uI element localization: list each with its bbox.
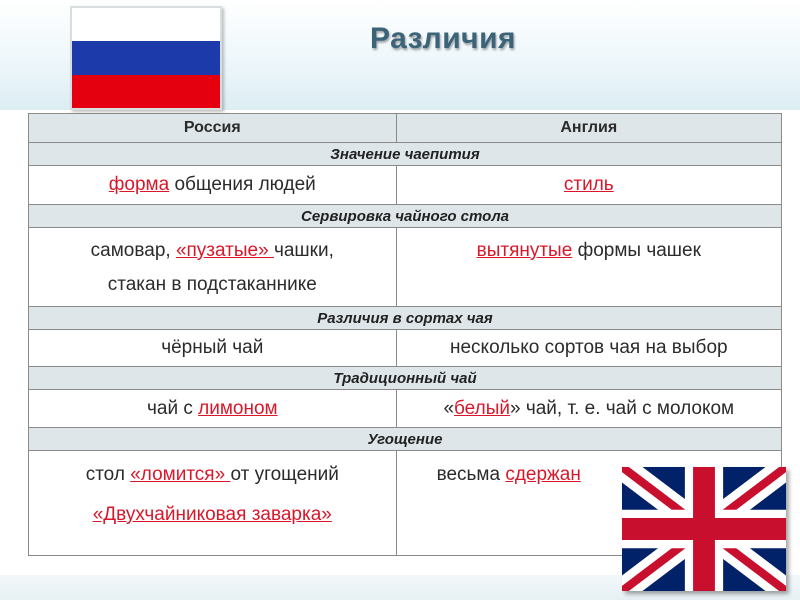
section-row <box>29 143 782 166</box>
cell-text: формы чашек <box>572 240 701 261</box>
cell-text: стакан в подстаканнике <box>107 274 317 295</box>
cell-text: » чай, т. е. чай с молоком <box>509 397 735 419</box>
cell-russia <box>29 228 397 307</box>
cell-text: общения людей <box>169 174 316 195</box>
header-russia: Россия <box>29 114 397 143</box>
table-row <box>29 390 782 428</box>
cell-text: от угощений <box>230 464 339 485</box>
cell-text: стол <box>85 464 131 485</box>
table-row <box>29 228 782 307</box>
highlight-text: белый <box>454 397 510 419</box>
cell-text: « <box>443 397 455 419</box>
highlight-text: лимоном <box>198 397 278 419</box>
section-title: Различия в сортах чая <box>29 307 782 330</box>
cell-text: весьма <box>436 464 506 485</box>
highlight-text: «ломится» <box>130 464 231 485</box>
section-row <box>29 307 782 330</box>
cell-england <box>396 228 781 307</box>
section-row <box>29 428 782 451</box>
british-flag-icon <box>622 467 786 591</box>
section-title: Угощение <box>29 428 782 451</box>
cell-russia: чёрный чай <box>29 330 397 367</box>
highlight-text: «пузатые» <box>175 240 274 261</box>
highlight-text: вытянутые <box>476 240 573 261</box>
highlight-text: «Двухчайниковая заварка» <box>92 504 332 525</box>
russian-flag-icon <box>70 6 222 110</box>
table-row <box>29 166 782 205</box>
highlight-text: сдержан <box>505 464 581 485</box>
table-row <box>29 330 782 367</box>
cell-russia <box>29 166 397 205</box>
header-england: Англия <box>396 114 781 143</box>
cell-england <box>396 390 781 428</box>
cell-text: чай с <box>146 397 199 419</box>
section-title: Значение чаепития <box>29 143 782 166</box>
cell-text: самовар, <box>90 240 176 261</box>
section-row <box>29 205 782 228</box>
section-title: Традиционный чай <box>29 367 782 390</box>
highlight-text: форма <box>108 174 170 195</box>
section-title: Сервировка чайного стола <box>29 205 782 228</box>
cell-russia <box>29 451 397 556</box>
cell-england: несколько сортов чая на выбор <box>396 330 781 367</box>
highlight-text: стиль <box>563 174 614 195</box>
cell-england <box>396 166 781 205</box>
table-header-row <box>29 114 782 143</box>
cell-russia <box>29 390 397 428</box>
page-title: Различия <box>370 22 517 55</box>
cell-text: чашки, <box>273 240 334 261</box>
section-row <box>29 367 782 390</box>
